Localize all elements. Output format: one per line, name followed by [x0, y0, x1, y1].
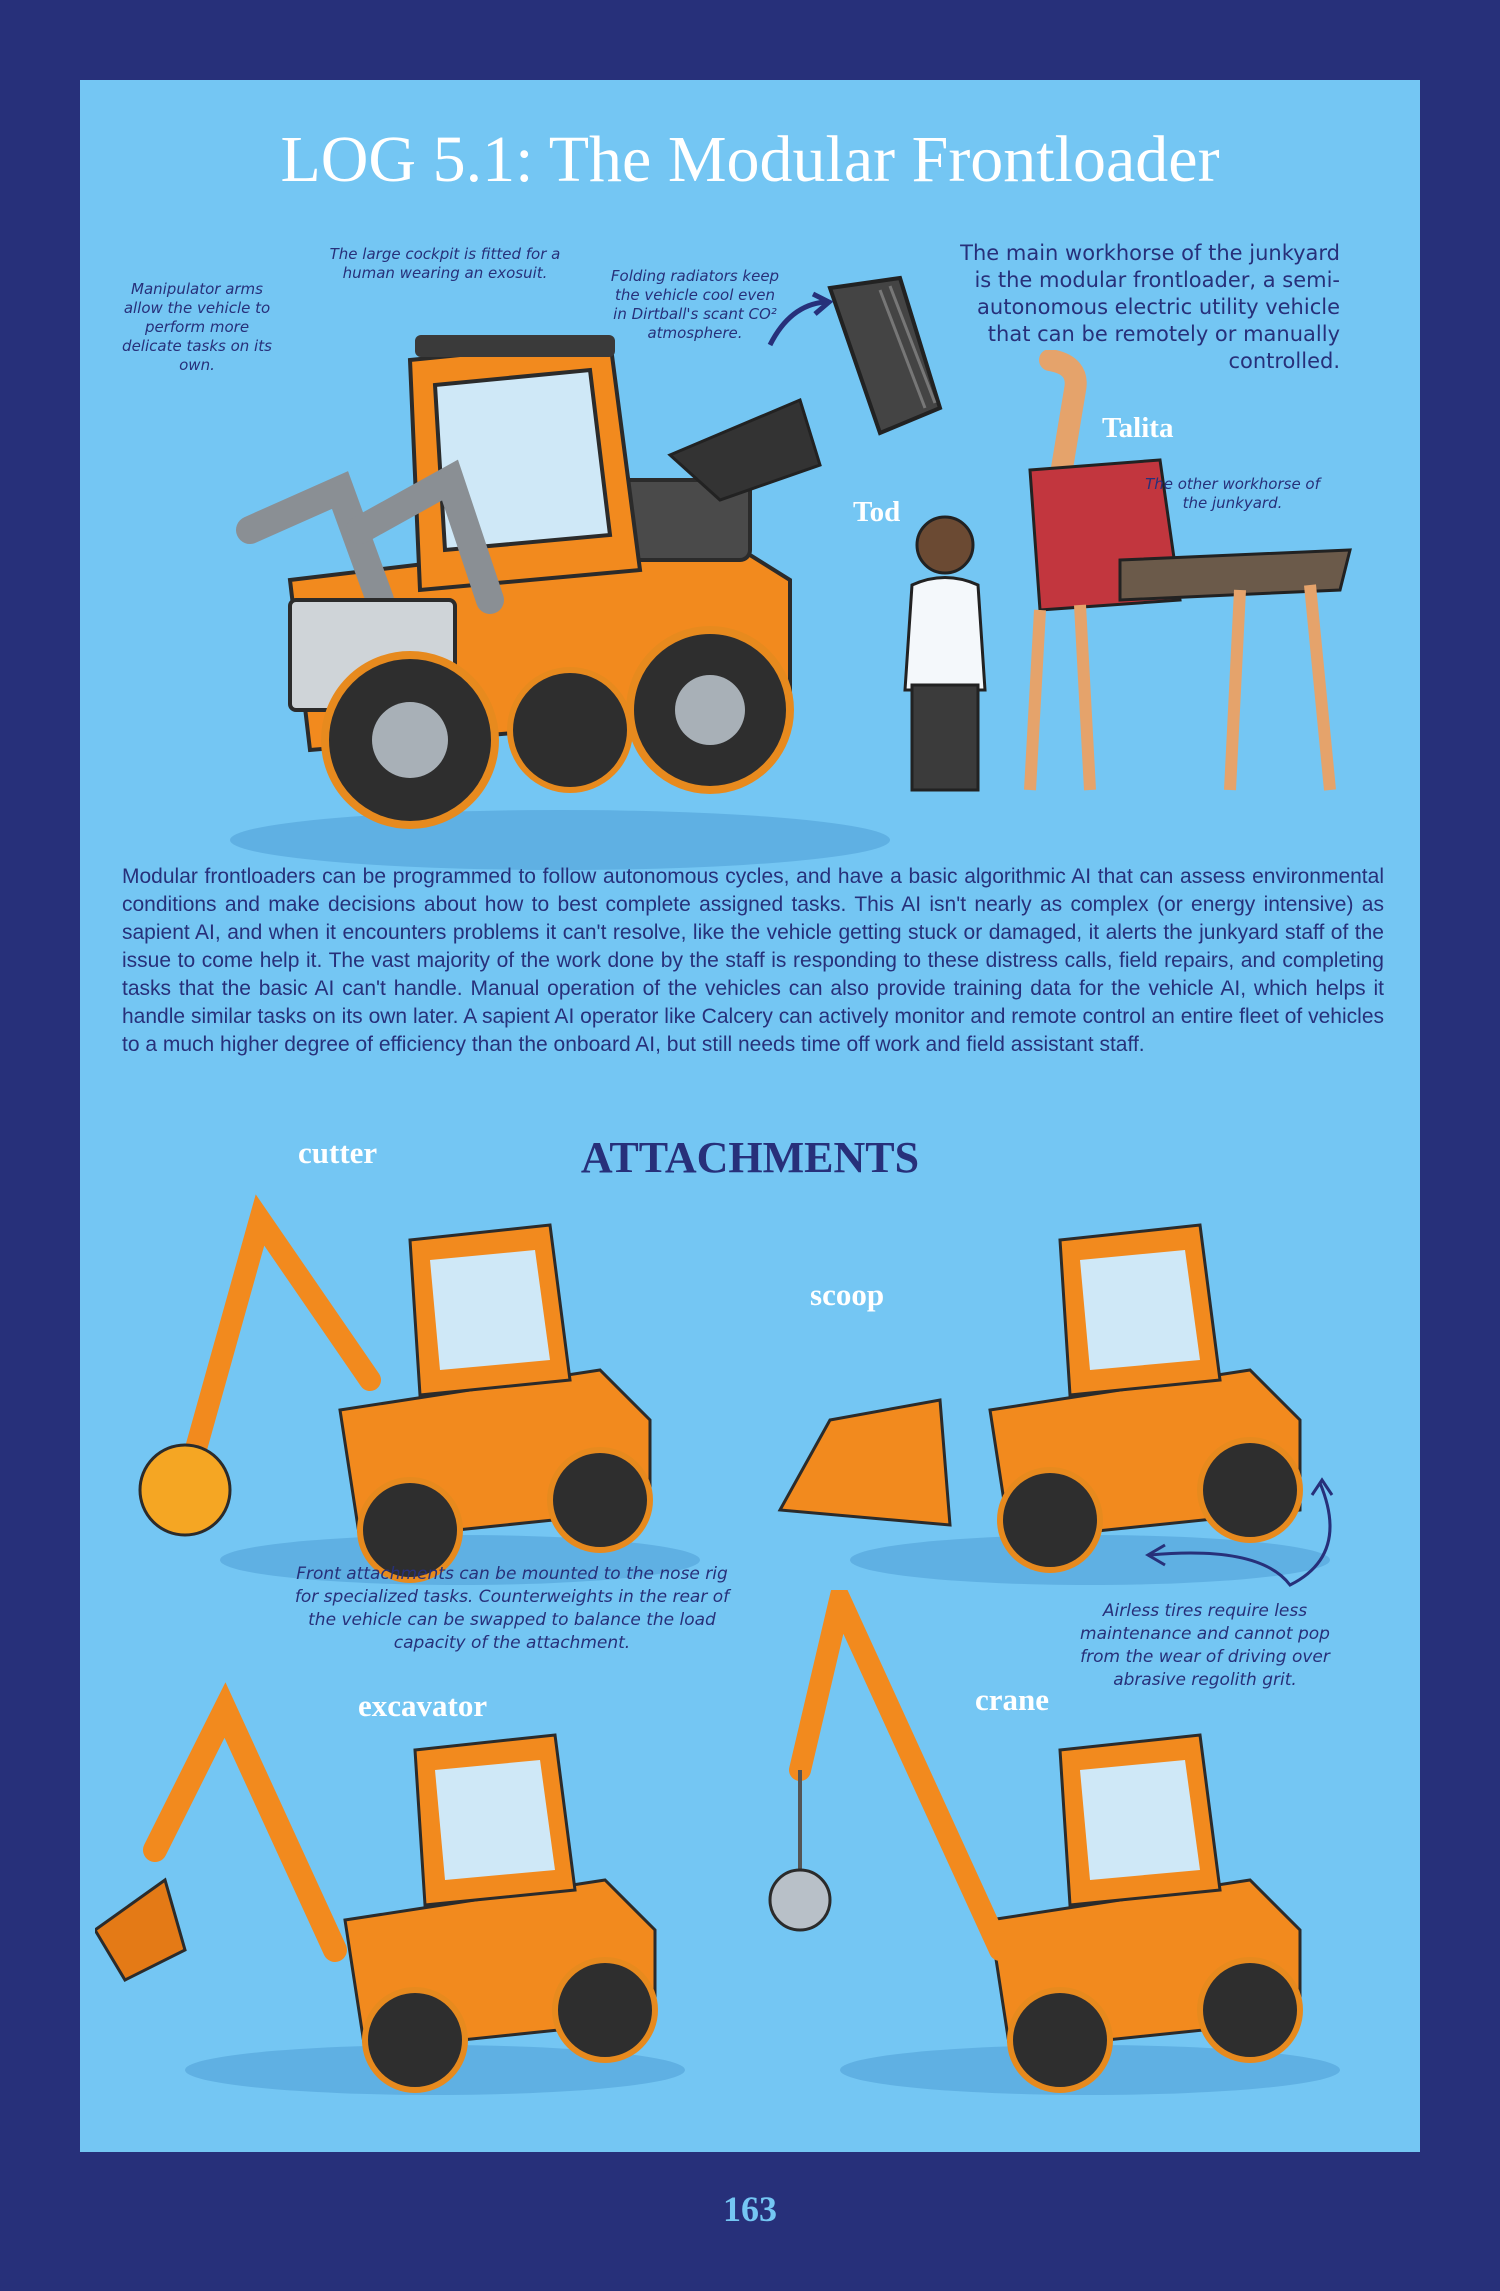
- cutter-illustration: [130, 1180, 710, 1600]
- page-number: 163: [723, 2189, 777, 2229]
- label-crane: crane: [975, 1682, 1050, 1717]
- annotation-tires: Airless tires require less maintenance and cannot pop from the wear of driving over abrasive regolith grit.: [1080, 1601, 1330, 1690]
- annotation-front-attachments: Front attachments can be mounted to the nose rig for specialized tasks. Counterweights in the rear of the vehicle can be swapped to balance the load capacity of the attachment.: [294, 1564, 730, 1653]
- tire-arrow: [1140, 1475, 1360, 1595]
- label-tod: Tod: [853, 496, 901, 528]
- body-paragraph: Modular frontloaders can be programmed to follow autonomous cycles, and have a basic algorithmic AI that can assess environmental conditions and make decisions about how to best complete assigned tasks. This AI isn't nearly as complex (or energy intensive) as sapient AI, and when it encounters problems it can't resolve, like the vehicle getting stuck or damaged, it alerts the junkyard staff of the issue to come help it. The vast majority of the work done by the staff is responding to these distress calls, field repairs, and completing tasks that the basic AI can't handle. Manual operation of the vehicles can also provide training data for the vehicle AI, which helps it handle similar tasks on its own later. A sapient AI operator like Calcery can actively monitor and remote control an entire fleet of vehicles to a much higher degree of efficiency than the onboard AI, but still needs time off work and field assistant staff.: [122, 865, 1384, 1056]
- annotation-radiators: Folding radiators keep the vehicle cool even in Dirtball's scant CO² atmosphere.: [610, 267, 780, 342]
- annotation-talita-note: The other workhorse of the junkyard.: [1145, 475, 1320, 512]
- page-title: LOG 5.1: The Modular Frontloader: [280, 123, 1220, 196]
- label-excavator: excavator: [358, 1688, 488, 1723]
- annotation-cockpit: The large cockpit is fitted for a human wearing an exosuit.: [329, 245, 561, 282]
- label-talita: Talita: [1102, 412, 1174, 444]
- excavator-illustration: [95, 1650, 715, 2110]
- label-scoop: scoop: [810, 1277, 885, 1312]
- radiator-illustration: [820, 268, 950, 448]
- label-cutter: cutter: [298, 1135, 378, 1170]
- annotation-manipulator: Manipulator arms allow the vehicle to perform more delicate tasks on its own.: [122, 280, 272, 374]
- page-panel: [80, 80, 1420, 2152]
- attachments-heading: ATTACHMENTS: [580, 1133, 920, 1182]
- annotation-workhorse: The main workhorse of the junkyard is the modular frontloader, a semi-autonomous electric utility vehicle that can be remotely or manually controlled.: [960, 241, 1340, 373]
